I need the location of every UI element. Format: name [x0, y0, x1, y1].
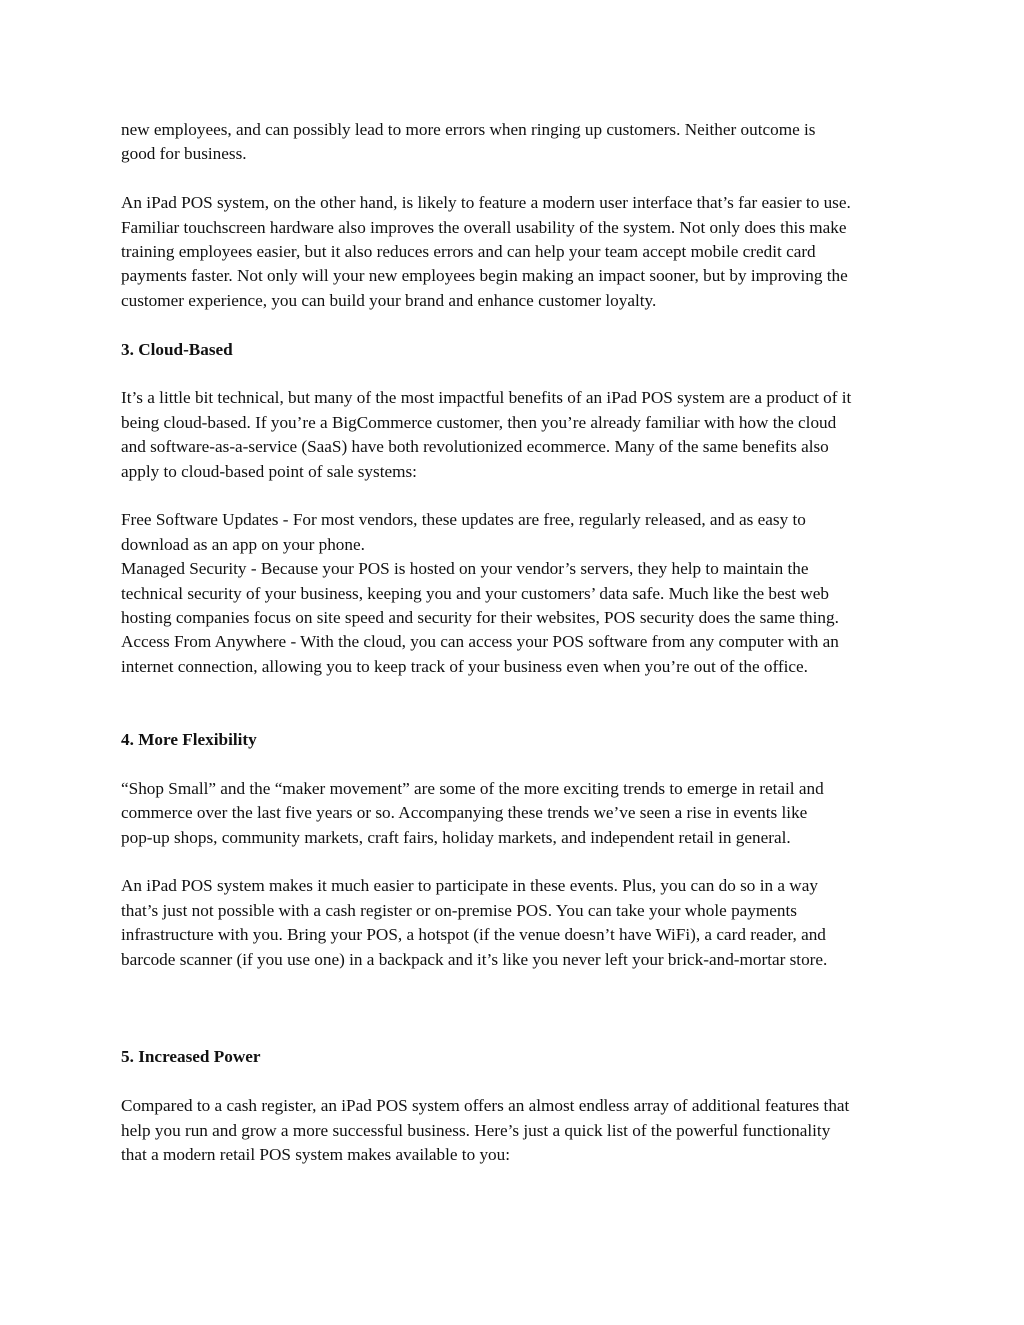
ipad-ui-paragraph	[121, 191, 911, 313]
text-line: that’s just not possible with a cash register or on-premise POS. You can take your whole payments	[121, 900, 797, 920]
text-line: that a modern retail POS system makes available to you:	[121, 1144, 511, 1164]
text-line: payments faster. Not only will your new employees begin making an impact sooner, but by improving the	[121, 266, 848, 286]
cloud-benefits-list	[121, 508, 911, 679]
text-line: help you run and grow a more successful business. Here’s just a quick list of the powerful functionality	[121, 1120, 831, 1140]
text-line: barcode scanner (if you use one) in a backpack and it’s like you never left your brick-and-mortar store.	[121, 949, 828, 969]
text-line: Managed Security - Because your POS is hosted on your vendor’s servers, they help to maintain the	[121, 559, 809, 579]
intro-paragraph	[121, 118, 911, 167]
text-line: technical security of your business, keeping you and your customers’ data safe. Much like the best web	[121, 583, 829, 603]
text-line: and software-as-a-service (SaaS) have both revolutionized ecommerce. Many of the same benefits also	[121, 437, 829, 457]
text-line: download as an app on your phone.	[121, 534, 365, 554]
text-line: commerce over the last five years or so. Accompanying these trends we’ve seen a rise in events like	[121, 803, 808, 823]
text-line: Familiar touchscreen hardware also improves the overall usability of the system. Not only does this make	[121, 217, 847, 237]
text-line: hosting companies focus on site speed and security for their websites, POS security does the same thing.	[121, 608, 839, 628]
text-line: “Shop Small” and the “maker movement” are some of the more exciting trends to emerge in retail and	[121, 778, 824, 798]
power-paragraph-1	[121, 1094, 911, 1167]
text-line: An iPad POS system makes it much easier to participate in these events. Plus, you can do so in a way	[121, 876, 818, 896]
text-line: An iPad POS system, on the other hand, is likely to feature a modern user interface that’s far easier to use.	[121, 193, 851, 213]
text-line: pop-up shops, community markets, craft fairs, holiday markets, and independent retail in general.	[121, 827, 791, 847]
cloud-intro-paragraph	[121, 386, 911, 484]
text-line: good for business.	[121, 144, 247, 164]
text-line: Free Software Updates - For most vendors, these updates are free, regularly released, and as easy to	[121, 510, 806, 530]
flexibility-paragraph-1	[121, 777, 911, 850]
text-line: Compared to a cash register, an iPad POS system offers an almost endless array of additional features that	[121, 1096, 850, 1116]
text-line: customer experience, you can build your brand and enhance customer loyalty.	[121, 290, 657, 310]
text-line: infrastructure with you. Bring your POS, a hotspot (if the venue doesn’t have WiFi), a card reader, and	[121, 925, 826, 945]
section-heading-more-flexibility: 4. More Flexibility	[121, 730, 257, 750]
document-body	[121, 118, 911, 1167]
text-line: Access From Anywhere - With the cloud, you can access your POS software from any computer with an	[121, 632, 839, 652]
text-line: It’s a little bit technical, but many of the most impactful benefits of an iPad POS system are a product of it	[121, 388, 852, 408]
text-line: internet connection, allowing you to keep track of your business even when you’re out of the office.	[121, 656, 808, 676]
text-line: being cloud-based. If you’re a BigCommerce customer, then you’re already familiar with how the cloud	[121, 412, 837, 432]
flexibility-paragraph-2	[121, 874, 911, 972]
text-line: new employees, and can possibly lead to more errors when ringing up customers. Neither outcome is	[121, 120, 816, 139]
section-heading-cloud-based: 3. Cloud-Based	[121, 339, 233, 359]
section-heading-increased-power: 5. Increased Power	[121, 1047, 261, 1067]
text-line: training employees easier, but it also reduces errors and can help your team accept mobile credit card	[121, 242, 816, 262]
text-line: apply to cloud-based point of sale systems:	[121, 461, 417, 481]
